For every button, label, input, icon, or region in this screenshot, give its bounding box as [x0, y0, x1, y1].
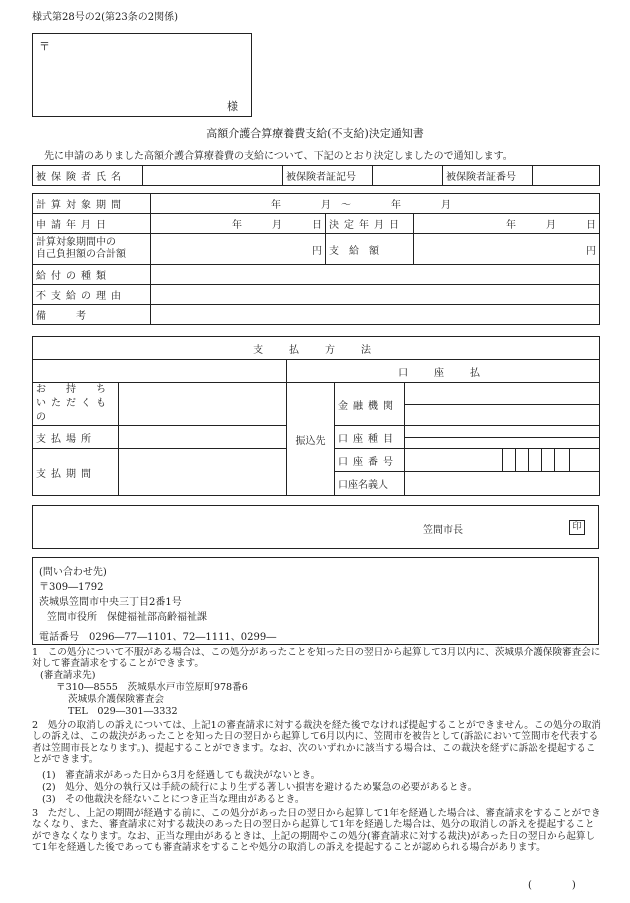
address-box — [32, 33, 252, 117]
postal-mark: 〒 — [39, 40, 50, 53]
account-digit-4 — [542, 449, 555, 472]
note-1-sub-heading: (審査請求先) — [40, 670, 96, 681]
note-1: 1 この処分について不服がある場合は、この処分があったことを知った日の翌日から起算して3月以内に、茨城県介護保険審査会に対して審査請求をすることができます。 — [32, 647, 601, 670]
payment-method-header: 支 払 方 法 — [33, 337, 600, 360]
note-2-item-3: (3) その他裁決を経ないことにつき正当な理由があるとき。 — [42, 794, 305, 805]
account-holder-value — [405, 472, 600, 496]
selfpay-label-line1: 計算対象期間中の — [36, 237, 116, 248]
payment-place-label: 支払場所 — [33, 426, 119, 449]
account-digit-3 — [529, 449, 542, 472]
decision-date-value: 年 月 日 — [414, 214, 600, 234]
contact-box — [32, 557, 599, 645]
note-1-sub-org: 茨城県介護保険審査会 — [68, 694, 164, 705]
insured-name-label: 被保険者氏名 — [33, 166, 143, 186]
items-label-line2: いただくもの — [36, 398, 111, 423]
document-title: 高額介護合算療養費支給(不支給)決定通知書 — [206, 127, 424, 140]
transfer-to-label: 振込先 — [287, 383, 335, 496]
note-2-item-2: (2) 処分、処分の執行又は手続の続行により生ずる著しい損害を避けるため緊急の必要があるとき。 — [42, 782, 478, 793]
payment-period-label: 支払期間 — [33, 449, 119, 496]
cert-number-value — [533, 166, 600, 186]
note-2: 2 処分の取消しの訴えについては、上記1の審査請求に対する裁決を経た後でなければ提起することができません。この処分の取消しの訴えは、この裁決があったことを知った日の翌日から起算して6月以内に、笠間市を被告として(訴訟において笠間市を代表する者は笠間市長となります。)、提起することができます。なお、次のいずれかに該当する場合は、この裁決を経ずに訴訟を提起することができます。 — [32, 720, 602, 766]
note-1-sub-postal: 〒310―8555 茨城県水戸市笠原町978番6 — [56, 682, 248, 693]
cert-symbol-value — [373, 166, 443, 186]
cert-symbol-label: 被保険者証記号 — [283, 166, 373, 186]
account-holder-label: 口座名義人 — [335, 472, 405, 496]
apply-date-value: 年 月 日 — [151, 214, 326, 234]
items-to-bring-label — [33, 383, 119, 426]
contact-heading: (問い合わせ先) — [39, 567, 107, 578]
payment-blank-cell — [33, 360, 287, 383]
benefit-kind-value — [151, 265, 600, 285]
payment-amount-value: 円 — [414, 234, 600, 265]
signature-box — [32, 505, 599, 549]
account-type-value-top — [405, 426, 600, 438]
payment-place-value — [119, 426, 287, 449]
nonpayment-reason-value — [151, 285, 600, 305]
benefit-kind-label: 給付の種類 — [33, 265, 151, 285]
payment-method-table — [32, 336, 600, 496]
contact-address: 茨城県笠間市中央三丁目2番1号 — [39, 597, 182, 608]
mayor-title: 笠間市長 — [423, 525, 463, 536]
remarks-label: 備 考 — [33, 305, 151, 325]
bank-value-top — [405, 383, 600, 405]
bank-value-bottom — [405, 404, 600, 426]
account-digit-1 — [503, 449, 516, 472]
contact-phone: 電話番号 0296―77―1101、72―1111、0299― — [39, 632, 277, 643]
account-payment-header: 口 座 払 — [287, 360, 600, 383]
bank-label: 金融機関 — [335, 383, 405, 426]
account-type-label: 口座種目 — [335, 426, 405, 449]
contact-postal: 〒309―1792 — [39, 582, 104, 593]
account-number-value — [405, 449, 503, 472]
selfpay-total-value: 円 — [151, 234, 326, 265]
account-digit-5 — [555, 449, 570, 472]
intro-text: 先に申請のありました高額介護合算療養費の支給について、下記のとおり決定しましたので通知します。 — [44, 151, 513, 162]
payment-period-value — [119, 449, 287, 496]
footer-parenthesis: ( ) — [528, 880, 576, 891]
contact-office: 笠間市役所 保健福祉部高齢福祉課 — [47, 612, 207, 623]
seal-stamp: 印 — [569, 520, 585, 535]
cert-number-label: 被保険者証番号 — [443, 166, 533, 186]
account-type-value-bottom — [405, 437, 600, 449]
note-2-item-1: (1) 審査請求があった日から3月を経過しても裁決がないとき。 — [42, 770, 321, 781]
apply-date-label: 申請年月日 — [33, 214, 151, 234]
account-digit-2 — [516, 449, 529, 472]
period-label: 計算対象期間 — [33, 194, 151, 214]
period-value: 年 月 ～ 年 月 — [151, 194, 600, 214]
payment-amount-label: 支 給 額 — [326, 234, 414, 265]
items-label-line1: お 持 ち — [36, 384, 111, 395]
account-number-label: 口座番号 — [335, 449, 405, 472]
note-1-sub-tel: TEL 029―301―3332 — [68, 706, 178, 717]
decision-date-label: 決定年月日 — [326, 214, 414, 234]
note-3: 3 ただし、上記の期間が経過する前に、この処分があった日の翌日から起算して1年を経過した場合は、審査請求をすることができなくなり、また、審査請求に対する裁決のあった日の翌日から起算して1年を経過した場合は、処分の取消しの訴えを提起することができなくなります。なお、正当な理由があるときは、上記の期間やこの処分(審査請求に対する裁決)があった日の翌日から起算して1年を経過した後であっても審査請求をすることや処分の取消しの訴えを提起することが認められる場合があります。 — [32, 808, 601, 854]
nonpayment-reason-label: 不支給の理由 — [33, 285, 151, 305]
insured-name-value — [143, 166, 283, 186]
selfpay-label-line2: 自己負担額の合計額 — [36, 249, 126, 260]
form-id: 様式第28号の2(第23条の2関係) — [32, 12, 178, 23]
account-digit-6 — [570, 449, 600, 472]
insured-info-table — [32, 165, 600, 186]
remarks-value — [151, 305, 600, 325]
selfpay-total-label — [33, 234, 151, 265]
decision-table — [32, 193, 600, 325]
honorific: 様 — [227, 100, 238, 113]
items-to-bring-value — [119, 383, 287, 426]
